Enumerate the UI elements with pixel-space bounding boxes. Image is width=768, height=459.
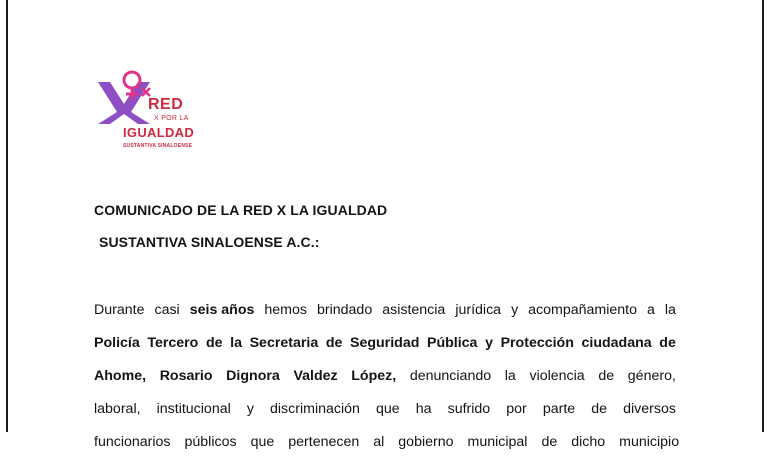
paragraph-word: la [664, 302, 676, 318]
paragraph-word: sufrido [447, 401, 491, 417]
paragraph-word: Tercero [147, 335, 199, 351]
logo-word-red: RED [148, 96, 184, 113]
paragraph-word: y [511, 302, 519, 318]
paragraph-word: por [506, 401, 527, 417]
paragraph-word: parte [542, 401, 576, 417]
paragraph-word: Pública [426, 335, 478, 351]
paragraph-word: pertenecen [288, 434, 360, 450]
paragraph-word: género, [627, 368, 676, 384]
paragraph-word: al [373, 434, 385, 450]
logo-word-xpor: X POR LA [154, 115, 189, 122]
paragraph-word: Dignora [226, 368, 280, 384]
paragraph-line-5 [94, 426, 680, 459]
paragraph-word: laboral, [94, 401, 141, 417]
paragraph-word: Seguridad [350, 335, 420, 351]
paragraph-word: hemos [264, 302, 307, 318]
paragraph-word: diversos [623, 401, 676, 417]
page-border-left [6, 0, 8, 432]
paragraph-word: Policía [94, 335, 140, 351]
paragraph-word: Ahome, [94, 368, 147, 384]
paragraph-word: de [541, 434, 558, 450]
paragraph-line-3 [94, 360, 676, 393]
paragraph-line-1 [94, 294, 676, 327]
paragraph-word: institucional [156, 401, 231, 417]
paragraph-word: Secretaria [249, 335, 319, 351]
paragraph-word: Durante [94, 302, 145, 318]
paragraph-word: , [392, 368, 397, 384]
paragraph-word: de [205, 335, 223, 351]
paragraph-word: brindado [316, 302, 373, 318]
paragraph-word: la [230, 335, 242, 351]
paragraph-word: la [504, 368, 516, 384]
paragraph-word: de [598, 368, 615, 384]
paragraph-word: municipio [619, 434, 680, 450]
logo-word-igualdad: IGUALDAD [123, 125, 195, 140]
paragraph-word: López, [351, 368, 397, 384]
paragraph-word: y [246, 401, 254, 417]
paragraph-word: asistencia [382, 302, 446, 318]
paragraph-word: de [325, 335, 343, 351]
document-title-line-2: SUSTANTIVA SINALOENSE A.C.: [99, 234, 320, 250]
paragraph-word: ciudadana [581, 335, 652, 351]
paragraph-line-2 [94, 327, 676, 360]
venus-x-logo-icon [96, 70, 156, 126]
paragraph-word: discriminación [270, 401, 360, 417]
paragraph-line-4 [94, 393, 676, 426]
paragraph-word: violencia [529, 368, 585, 384]
page-border-right [762, 0, 764, 432]
paragraph-word: Valdez [293, 368, 338, 384]
paragraph-word: gobierno [398, 434, 454, 450]
paragraph-word: jurídica [455, 302, 502, 318]
paragraph-word: que [250, 434, 275, 450]
paragraph-word: casi [154, 302, 180, 318]
paragraph-word: municipal [467, 434, 528, 450]
paragraph-word: seis años [189, 302, 255, 318]
paragraph-word: públicos [184, 434, 237, 450]
paragraph-word: ha [415, 401, 432, 417]
paragraph-word: de [659, 335, 676, 351]
paragraph-word: denunciando [409, 368, 492, 384]
paragraph-word: que [375, 401, 400, 417]
organization-logo [96, 70, 206, 154]
paragraph-word: Rosario [159, 368, 213, 384]
document-title-line-1: COMUNICADO DE LA RED X LA IGUALDAD [94, 202, 388, 218]
paragraph-word: funcionarios [94, 434, 171, 450]
paragraph-word: de [591, 401, 608, 417]
paragraph-word: a [647, 302, 655, 318]
paragraph-word: acompañamiento [528, 302, 637, 318]
paragraph-word: Protección [500, 335, 574, 351]
paragraph-word: y [485, 335, 493, 351]
paragraph-word: dicho [571, 434, 606, 450]
logo-word-sustantiva: SUSTANTIVA SINALOENSE [123, 143, 193, 149]
